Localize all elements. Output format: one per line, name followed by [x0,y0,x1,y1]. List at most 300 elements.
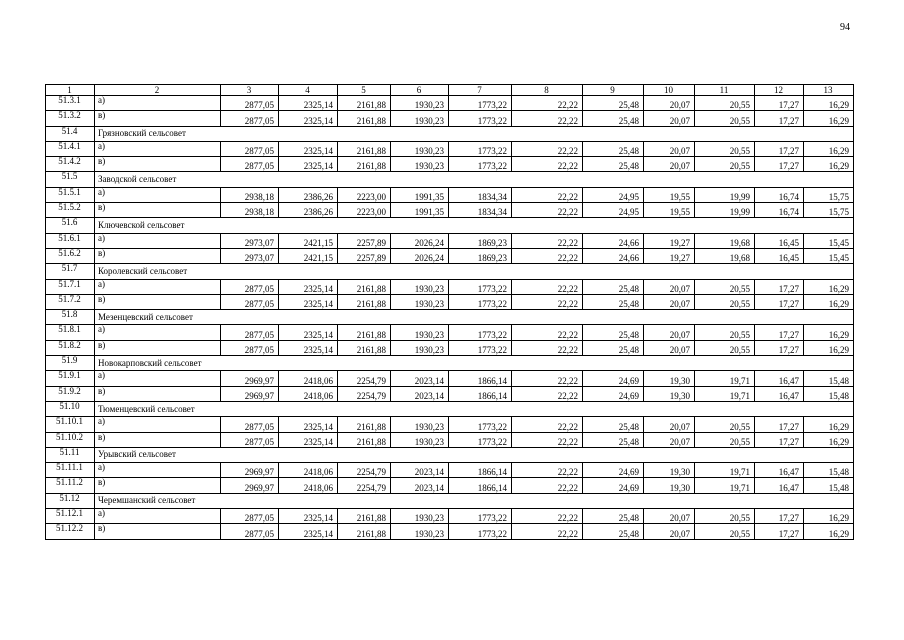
value-cell: 2877,05 [221,96,279,111]
group-row [46,447,854,462]
value-cell: 19,30 [644,386,695,401]
column-header: 2 [95,85,221,96]
group-name: Черемшанский сельсовет [95,493,854,508]
value-cell: 2257,89 [338,248,391,263]
row-code: 51.6 [46,218,95,233]
value-cell: 20,55 [695,524,755,539]
value-cell: 20,55 [695,340,755,355]
value-cell: 1930,23 [391,141,449,156]
value-cell: 17,27 [755,524,804,539]
column-header: 3 [221,85,279,96]
value-cell: 2386,26 [279,187,338,202]
value-cell: 1773,22 [449,509,512,524]
value-cell: 2023,14 [391,478,449,493]
row-code: 51.10 [46,401,95,416]
table-row [46,325,854,340]
value-cell: 19,30 [644,463,695,478]
value-cell: 2023,14 [391,371,449,386]
value-cell: 1930,23 [391,279,449,294]
value-cell: 22,22 [512,96,583,111]
value-cell: 20,55 [695,111,755,126]
table-row [46,248,854,263]
value-cell: 1773,22 [449,279,512,294]
value-cell: 2161,88 [338,279,391,294]
column-header: 7 [449,85,512,96]
value-cell: 25,48 [583,340,644,355]
value-cell: 20,55 [695,157,755,172]
value-cell: 1930,23 [391,157,449,172]
value-cell: 2877,05 [221,417,279,432]
row-code: 51.9 [46,356,95,371]
row-code: 51.7 [46,264,95,279]
group-row [46,356,854,371]
row-code: 51.4.2 [46,157,95,172]
group-name: Урывский сельсовет [95,447,854,462]
value-cell: 2418,06 [279,478,338,493]
value-cell: 24,66 [583,233,644,248]
value-cell: 20,55 [695,432,755,447]
value-cell: 24,66 [583,248,644,263]
row-subitem: а) [95,463,221,478]
value-cell: 22,22 [512,509,583,524]
value-cell: 19,71 [695,478,755,493]
value-cell: 2325,14 [279,432,338,447]
value-cell: 1773,22 [449,141,512,156]
column-header: 11 [695,85,755,96]
value-cell: 24,95 [583,187,644,202]
value-cell: 20,55 [695,141,755,156]
value-cell: 2161,88 [338,524,391,539]
value-cell: 2254,79 [338,463,391,478]
value-cell: 25,48 [583,432,644,447]
row-subitem: а) [95,96,221,111]
value-cell: 25,48 [583,524,644,539]
group-name: Тюменцевский сельсовет [95,401,854,416]
value-cell: 2161,88 [338,141,391,156]
row-code: 51.11 [46,447,95,462]
value-cell: 17,27 [755,96,804,111]
value-cell: 2161,88 [338,96,391,111]
value-cell: 17,27 [755,141,804,156]
value-cell: 1834,34 [449,187,512,202]
value-cell: 20,55 [695,294,755,309]
value-cell: 1773,22 [449,294,512,309]
value-cell: 2325,14 [279,96,338,111]
value-cell: 2418,06 [279,386,338,401]
row-subitem: а) [95,325,221,340]
value-cell: 19,68 [695,248,755,263]
value-cell: 17,27 [755,111,804,126]
value-cell: 2325,14 [279,417,338,432]
value-cell: 15,48 [804,371,854,386]
row-code: 51.5.2 [46,203,95,218]
row-code: 51.8 [46,310,95,325]
column-header: 4 [279,85,338,96]
value-cell: 2877,05 [221,279,279,294]
value-cell: 20,07 [644,417,695,432]
row-subitem: а) [95,141,221,156]
value-cell: 2026,24 [391,233,449,248]
table-body [46,85,854,540]
table-row [46,340,854,355]
row-code: 51.7.1 [46,279,95,294]
value-cell: 20,55 [695,96,755,111]
row-subitem: в) [95,386,221,401]
value-cell: 16,29 [804,325,854,340]
row-subitem: в) [95,524,221,539]
value-cell: 16,29 [804,340,854,355]
group-row [46,218,854,233]
value-cell: 2223,00 [338,187,391,202]
group-name: Мезенцевский сельсовет [95,310,854,325]
tariff-table [45,84,854,540]
row-subitem: в) [95,340,221,355]
value-cell: 16,29 [804,96,854,111]
row-code: 51.11.2 [46,478,95,493]
table-row [46,386,854,401]
value-cell: 1930,23 [391,96,449,111]
value-cell: 2325,14 [279,340,338,355]
value-cell: 22,22 [512,279,583,294]
value-cell: 1773,22 [449,325,512,340]
row-subitem: в) [95,203,221,218]
value-cell: 17,27 [755,157,804,172]
row-code: 51.7.2 [46,294,95,309]
value-cell: 16,47 [755,386,804,401]
value-cell: 1866,14 [449,386,512,401]
value-cell: 2325,14 [279,325,338,340]
value-cell: 15,45 [804,248,854,263]
table-row [46,141,854,156]
table-row [46,157,854,172]
value-cell: 2969,97 [221,478,279,493]
table-row [46,417,854,432]
value-cell: 20,07 [644,524,695,539]
value-cell: 2023,14 [391,463,449,478]
row-code: 51.3.1 [46,96,95,111]
value-cell: 22,22 [512,203,583,218]
column-header: 10 [644,85,695,96]
column-header: 8 [512,85,583,96]
value-cell: 2325,14 [279,111,338,126]
value-cell: 25,48 [583,509,644,524]
group-row [46,172,854,187]
value-cell: 1930,23 [391,524,449,539]
value-cell: 15,45 [804,233,854,248]
row-code: 51.11.1 [46,463,95,478]
value-cell: 19,99 [695,187,755,202]
value-cell: 16,74 [755,203,804,218]
row-subitem: в) [95,111,221,126]
value-cell: 22,22 [512,524,583,539]
value-cell: 16,45 [755,233,804,248]
value-cell: 16,74 [755,187,804,202]
column-header: 12 [755,85,804,96]
value-cell: 17,27 [755,432,804,447]
value-cell: 2877,05 [221,509,279,524]
value-cell: 20,07 [644,96,695,111]
value-cell: 2421,15 [279,233,338,248]
column-header: 5 [338,85,391,96]
value-cell: 16,29 [804,157,854,172]
value-cell: 19,27 [644,233,695,248]
value-cell: 1773,22 [449,111,512,126]
value-cell: 22,22 [512,371,583,386]
value-cell: 24,95 [583,203,644,218]
value-cell: 22,22 [512,111,583,126]
value-cell: 16,29 [804,509,854,524]
row-code: 51.12.2 [46,524,95,539]
value-cell: 25,48 [583,96,644,111]
value-cell: 1869,23 [449,248,512,263]
value-cell: 15,48 [804,478,854,493]
value-cell: 20,55 [695,509,755,524]
value-cell: 2973,07 [221,233,279,248]
value-cell: 2161,88 [338,294,391,309]
group-row [46,264,854,279]
row-code: 51.8.2 [46,340,95,355]
value-cell: 1866,14 [449,371,512,386]
value-cell: 2877,05 [221,524,279,539]
table-row [46,96,854,111]
value-cell: 19,99 [695,203,755,218]
value-cell: 2023,14 [391,386,449,401]
value-cell: 2325,14 [279,279,338,294]
value-cell: 1773,22 [449,157,512,172]
value-cell: 2938,18 [221,187,279,202]
value-cell: 2026,24 [391,248,449,263]
group-row [46,310,854,325]
value-cell: 1930,23 [391,417,449,432]
value-cell: 2877,05 [221,294,279,309]
column-header: 6 [391,85,449,96]
value-cell: 2969,97 [221,371,279,386]
value-cell: 25,48 [583,157,644,172]
table-row [46,203,854,218]
value-cell: 1866,14 [449,463,512,478]
value-cell: 2325,14 [279,524,338,539]
value-cell: 2161,88 [338,157,391,172]
value-cell: 25,48 [583,279,644,294]
group-name: Ключевской сельсовет [95,218,854,233]
group-name: Новокарповский сельсовет [95,356,854,371]
value-cell: 2254,79 [338,371,391,386]
group-row [46,126,854,141]
page-number: 94 [840,22,850,33]
value-cell: 19,55 [644,203,695,218]
value-cell: 1930,23 [391,111,449,126]
value-cell: 2161,88 [338,417,391,432]
value-cell: 17,27 [755,417,804,432]
value-cell: 19,68 [695,233,755,248]
value-cell: 15,75 [804,203,854,218]
table-row [46,233,854,248]
value-cell: 24,69 [583,386,644,401]
value-cell: 20,07 [644,340,695,355]
row-subitem: а) [95,417,221,432]
value-cell: 20,07 [644,432,695,447]
row-code: 51.9.1 [46,371,95,386]
value-cell: 2161,88 [338,509,391,524]
value-cell: 2973,07 [221,248,279,263]
header-row [46,85,854,96]
row-subitem: а) [95,233,221,248]
value-cell: 2325,14 [279,157,338,172]
row-code: 51.10.1 [46,417,95,432]
value-cell: 17,27 [755,325,804,340]
value-cell: 16,29 [804,294,854,309]
table-row [46,279,854,294]
value-cell: 22,22 [512,157,583,172]
value-cell: 16,47 [755,478,804,493]
value-cell: 1930,23 [391,340,449,355]
value-cell: 20,07 [644,279,695,294]
value-cell: 1773,22 [449,417,512,432]
value-cell: 22,22 [512,141,583,156]
column-header: 13 [804,85,854,96]
value-cell: 22,22 [512,478,583,493]
value-cell: 19,71 [695,371,755,386]
value-cell: 25,48 [583,417,644,432]
value-cell: 1834,34 [449,203,512,218]
value-cell: 2877,05 [221,111,279,126]
table-row [46,294,854,309]
value-cell: 20,55 [695,325,755,340]
value-cell: 19,30 [644,478,695,493]
value-cell: 22,22 [512,432,583,447]
value-cell: 20,07 [644,509,695,524]
row-code: 51.10.2 [46,432,95,447]
value-cell: 1930,23 [391,509,449,524]
value-cell: 20,55 [695,279,755,294]
value-cell: 24,69 [583,463,644,478]
row-code: 51.8.1 [46,325,95,340]
value-cell: 22,22 [512,233,583,248]
table-row [46,111,854,126]
value-cell: 1773,22 [449,432,512,447]
row-subitem: в) [95,157,221,172]
group-name: Грязновский сельсовет [95,126,854,141]
value-cell: 1773,22 [449,340,512,355]
value-cell: 22,22 [512,248,583,263]
value-cell: 22,22 [512,417,583,432]
value-cell: 2421,15 [279,248,338,263]
value-cell: 2161,88 [338,325,391,340]
row-subitem: в) [95,478,221,493]
group-name: Королевский сельсовет [95,264,854,279]
value-cell: 2325,14 [279,509,338,524]
value-cell: 16,45 [755,248,804,263]
value-cell: 20,07 [644,294,695,309]
table-row [46,509,854,524]
table-row [46,463,854,478]
value-cell: 24,69 [583,371,644,386]
value-cell: 2969,97 [221,463,279,478]
value-cell: 22,22 [512,325,583,340]
row-code: 51.9.2 [46,386,95,401]
value-cell: 19,30 [644,371,695,386]
table-row [46,524,854,539]
value-cell: 2877,05 [221,325,279,340]
value-cell: 17,27 [755,279,804,294]
value-cell: 16,29 [804,524,854,539]
table-row [46,187,854,202]
row-subitem: в) [95,432,221,447]
value-cell: 16,29 [804,279,854,294]
value-cell: 25,48 [583,325,644,340]
table-row [46,478,854,493]
value-cell: 1866,14 [449,478,512,493]
value-cell: 1869,23 [449,233,512,248]
row-subitem: а) [95,371,221,386]
value-cell: 2877,05 [221,432,279,447]
value-cell: 15,48 [804,463,854,478]
group-row [46,493,854,508]
value-cell: 2161,88 [338,111,391,126]
value-cell: 22,22 [512,340,583,355]
value-cell: 16,47 [755,463,804,478]
row-subitem: в) [95,248,221,263]
table-row [46,371,854,386]
value-cell: 2325,14 [279,294,338,309]
value-cell: 2938,18 [221,203,279,218]
value-cell: 15,48 [804,386,854,401]
value-cell: 2325,14 [279,141,338,156]
value-cell: 17,27 [755,509,804,524]
value-cell: 1930,23 [391,325,449,340]
value-cell: 1991,35 [391,203,449,218]
value-cell: 20,07 [644,325,695,340]
value-cell: 22,22 [512,386,583,401]
row-subitem: а) [95,279,221,294]
column-header: 9 [583,85,644,96]
value-cell: 22,22 [512,294,583,309]
value-cell: 2877,05 [221,340,279,355]
value-cell: 1930,23 [391,294,449,309]
row-code: 51.12 [46,493,95,508]
row-subitem: а) [95,509,221,524]
value-cell: 1773,22 [449,524,512,539]
row-subitem: а) [95,187,221,202]
value-cell: 2254,79 [338,386,391,401]
row-code: 51.4 [46,126,95,141]
value-cell: 2257,89 [338,233,391,248]
value-cell: 16,29 [804,111,854,126]
value-cell: 2877,05 [221,141,279,156]
row-code: 51.5 [46,172,95,187]
row-code: 51.5.1 [46,187,95,202]
value-cell: 19,71 [695,463,755,478]
value-cell: 19,55 [644,187,695,202]
value-cell: 17,27 [755,340,804,355]
value-cell: 1991,35 [391,187,449,202]
value-cell: 25,48 [583,294,644,309]
value-cell: 17,27 [755,294,804,309]
value-cell: 2254,79 [338,478,391,493]
row-code: 51.6.2 [46,248,95,263]
value-cell: 2969,97 [221,386,279,401]
value-cell: 2877,05 [221,157,279,172]
value-cell: 2418,06 [279,463,338,478]
value-cell: 20,07 [644,141,695,156]
row-code: 51.3.2 [46,111,95,126]
column-header: 1 [46,85,95,96]
value-cell: 22,22 [512,187,583,202]
row-code: 51.4.1 [46,141,95,156]
value-cell: 22,22 [512,463,583,478]
value-cell: 20,07 [644,157,695,172]
value-cell: 2418,06 [279,371,338,386]
